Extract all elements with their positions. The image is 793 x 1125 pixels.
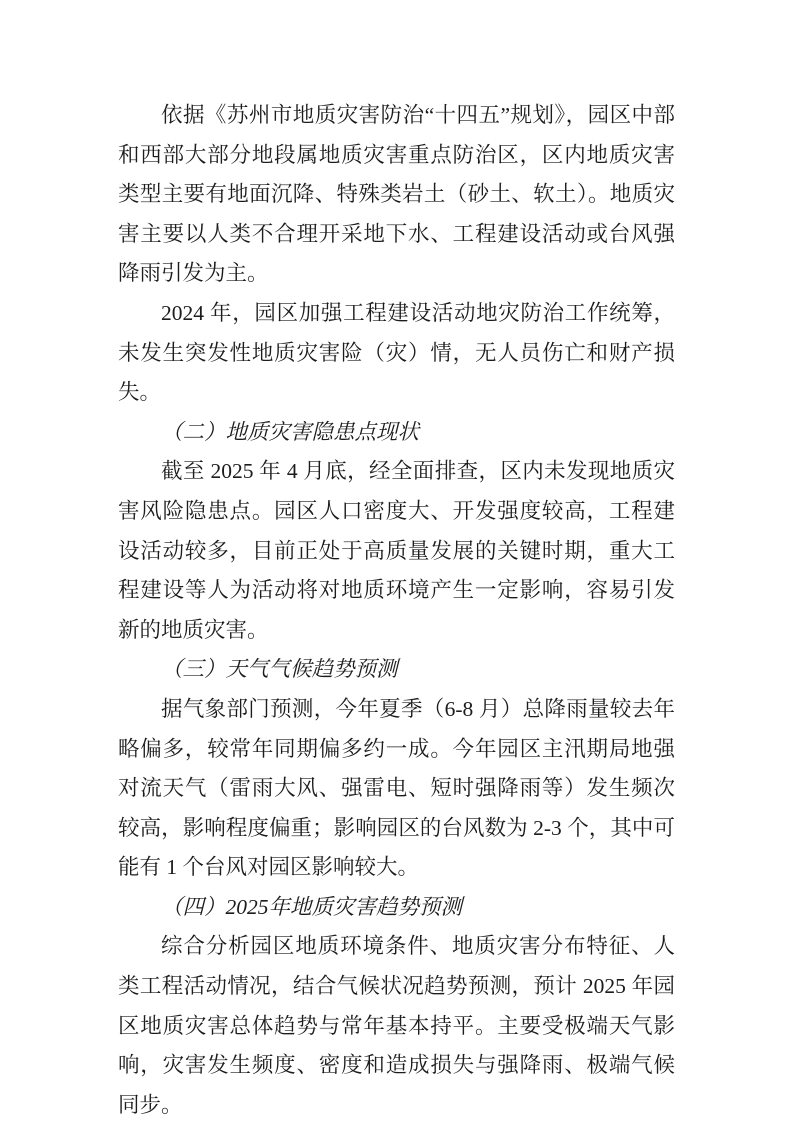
paragraph-2024-summary: 2024 年，园区加强工程建设活动地灾防治工作统筹，未发生突发性地质灾害险（灾）情，无人员伤亡和财产损失。 (118, 300, 675, 405)
section-heading-2-hidden-danger-points: （二）地质灾害隐患点现状 (161, 419, 420, 444)
paragraph-hidden-danger-status: 截至 2025 年 4 月底，经全面排查，区内未发现地质灾害风险隐患点。园区人口密度大、开发强度较高，工程建设活动较多，目前正处于高质量发展的关键时期，重大工程建设等人为活动将对地质环境产生一定影响，容易引发新的地质灾害。 (118, 459, 675, 642)
paragraph-2025-trend-analysis: 综合分析园区地质环境条件、地质灾害分布特征、人类工程活动情况，结合气候状况趋势预测，预计 2025 年园区地质灾害总体趋势与常年基本持平。主要受极端天气影响，灾害发生频度、密度和造成损失与强降雨、极端气候同步。 (118, 934, 675, 1117)
section-heading-3-weather-climate-trend: （三）天气气候趋势预测 (161, 657, 398, 682)
section-heading-4-2025-disaster-trend: （四）2025年地质灾害趋势预测 (161, 894, 463, 919)
paragraph-disaster-prevention-zones: 依据《苏州市地质灾害防治“十四五”规划》，园区中部和西部大部分地段属地质灾害重点防治区，区内地质灾害类型主要有地面沉降、特殊类岩土（砂土、软土）。地质灾害主要以人类不合理开采地下水、工程建设活动或台风强降雨引发为主。 (118, 103, 675, 286)
paragraph-weather-forecast: 据气象部门预测，今年夏季（6-8 月）总降雨量较去年略偏多，较常年同期偏多约一成。今年园区主汛期局地强对流天气（雷雨大风、强雷电、短时强降雨等）发生频次较高，影响程度偏重；影响园区的台风数为 2-3 个，其中可能有 1 个台风对园区影响较大。 (118, 696, 675, 880)
